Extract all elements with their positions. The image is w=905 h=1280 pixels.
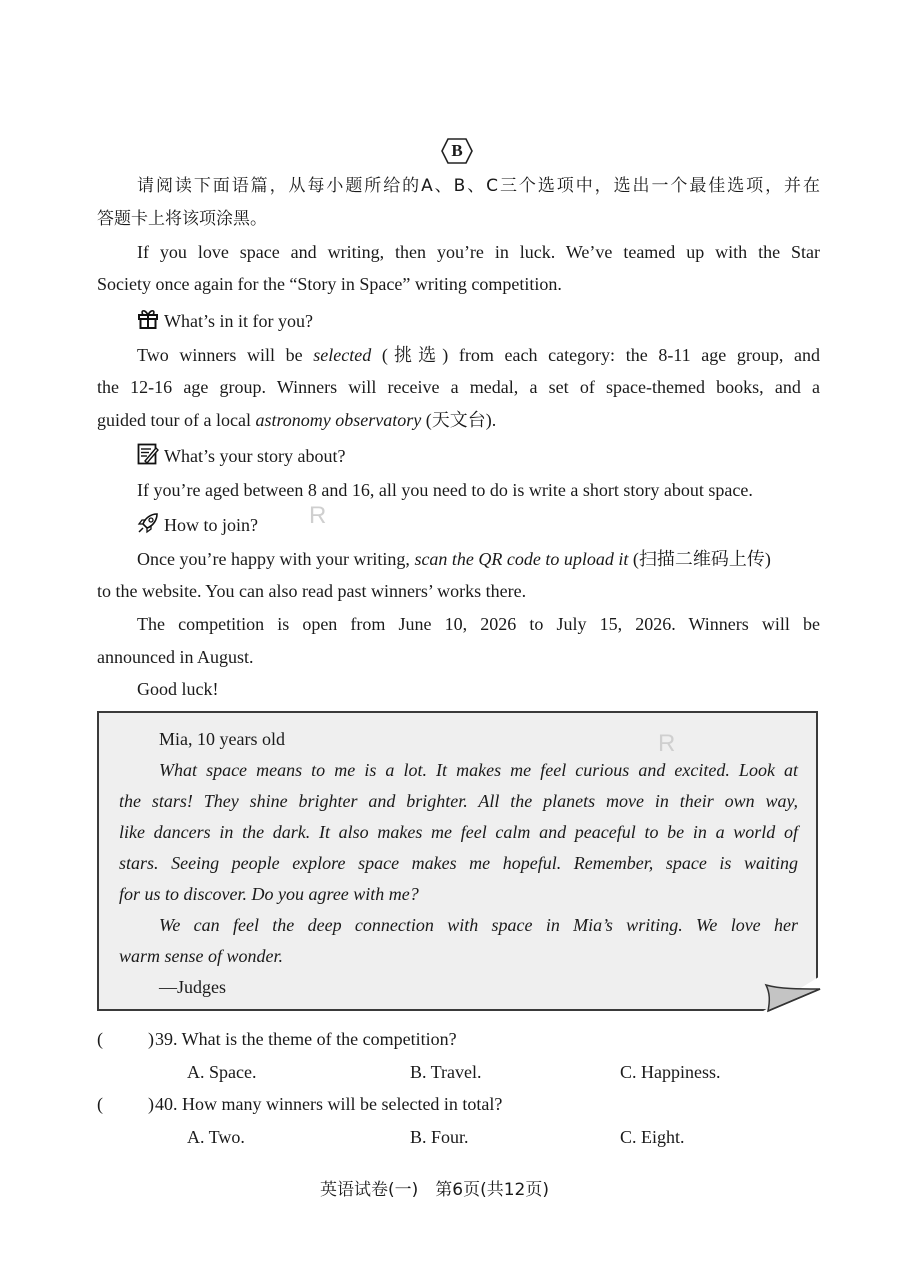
section-heading-rewards: What’s in it for you? <box>164 311 313 331</box>
story-line-1: If you’re aged between 8 and 16, all you need to do is write a short story about space. <box>137 480 753 500</box>
rewards-line-3: guided tour of a local astronomy observatory (天文台). <box>97 410 497 430</box>
answer-bracket-close-40: ) <box>148 1094 154 1114</box>
q40-option-a[interactable]: A. Two. <box>187 1127 245 1147</box>
q39-option-c[interactable]: C. Happiness. <box>620 1062 721 1082</box>
notepad-pencil-icon <box>137 443 159 465</box>
story-line-2: the stars! They shine brighter and brighter. All the planets move in their own way, <box>119 791 798 811</box>
question-39: 39. What is the theme of the competition? <box>155 1029 457 1049</box>
instructions-line-1: 请阅读下面语篇，从每小题所给的A、B、C三个选项中，选出一个最佳选项，并在 <box>137 176 820 196</box>
q40-option-c[interactable]: C. Eight. <box>620 1127 685 1147</box>
judges-line-1: We can feel the deep connection with space in Mia’s writing. We love her <box>159 915 798 935</box>
q39-option-b[interactable]: B. Travel. <box>410 1062 482 1082</box>
q40-option-b[interactable]: B. Four. <box>410 1127 469 1147</box>
closing-text: Good luck! <box>137 679 219 699</box>
story-line-4: stars. Seeing people explore space makes me hopeful. Remember, space is waiting <box>119 853 798 873</box>
gift-icon <box>137 307 159 329</box>
story-line-3: like dancers in the dark. It also makes me feel calm and peaceful to be in a world of <box>119 822 798 842</box>
answer-bracket-close-39: ) <box>148 1029 154 1049</box>
watermark-2: R <box>658 730 676 757</box>
section-heading-join: How to join? <box>164 515 258 535</box>
question-40: 40. How many winners will be selected in total? <box>155 1094 503 1114</box>
join-line-2: to the website. You can also read past winners’ works there. <box>97 581 527 601</box>
intro-line-1: If you love space and writing, then you’re in luck. We’ve teamed up with the Star <box>137 242 820 262</box>
rewards-line-1: Two winners will be selected (挑选) from each category: the 8-11 age group, and <box>137 345 820 365</box>
judges-line-2: warm sense of wonder. <box>119 946 284 966</box>
page-curl-decoration <box>760 975 822 1015</box>
story-line-5: for us to discover. Do you agree with me? <box>119 884 419 904</box>
winner-author: Mia, 10 years old <box>159 729 285 749</box>
story-line-1: What space means to me is a lot. It makes me feel curious and excited. Look at <box>159 760 798 780</box>
rewards-line-2: the 12-16 age group. Winners will receive a medal, a set of space-themed books, and a <box>97 377 820 397</box>
intro-line-2: Society once again for the “Story in Space” writing competition. <box>97 274 562 294</box>
page-footer: 英语试卷(一) 第6页(共12页) <box>320 1180 549 1200</box>
instructions-line-2: 答题卡上将该项涂黑。 <box>97 209 267 229</box>
section-heading-story: What’s your story about? <box>164 446 346 466</box>
dates-line-1: The competition is open from June 10, 2026 to July 15, 2026. Winners will be <box>137 614 820 634</box>
watermark: R <box>309 502 327 529</box>
dates-line-2: announced in August. <box>97 647 254 667</box>
answer-bracket-open-40[interactable]: ( <box>97 1094 103 1114</box>
q39-option-a[interactable]: A. Space. <box>187 1062 257 1082</box>
rocket-icon <box>137 512 159 534</box>
answer-bracket-open-39[interactable]: ( <box>97 1029 103 1049</box>
judges-signature: —Judges <box>159 977 226 997</box>
join-line-1: Once you’re happy with your writing, scan the QR code to upload it (扫描二维码上传) <box>137 549 771 569</box>
section-badge-label: B <box>451 141 463 160</box>
